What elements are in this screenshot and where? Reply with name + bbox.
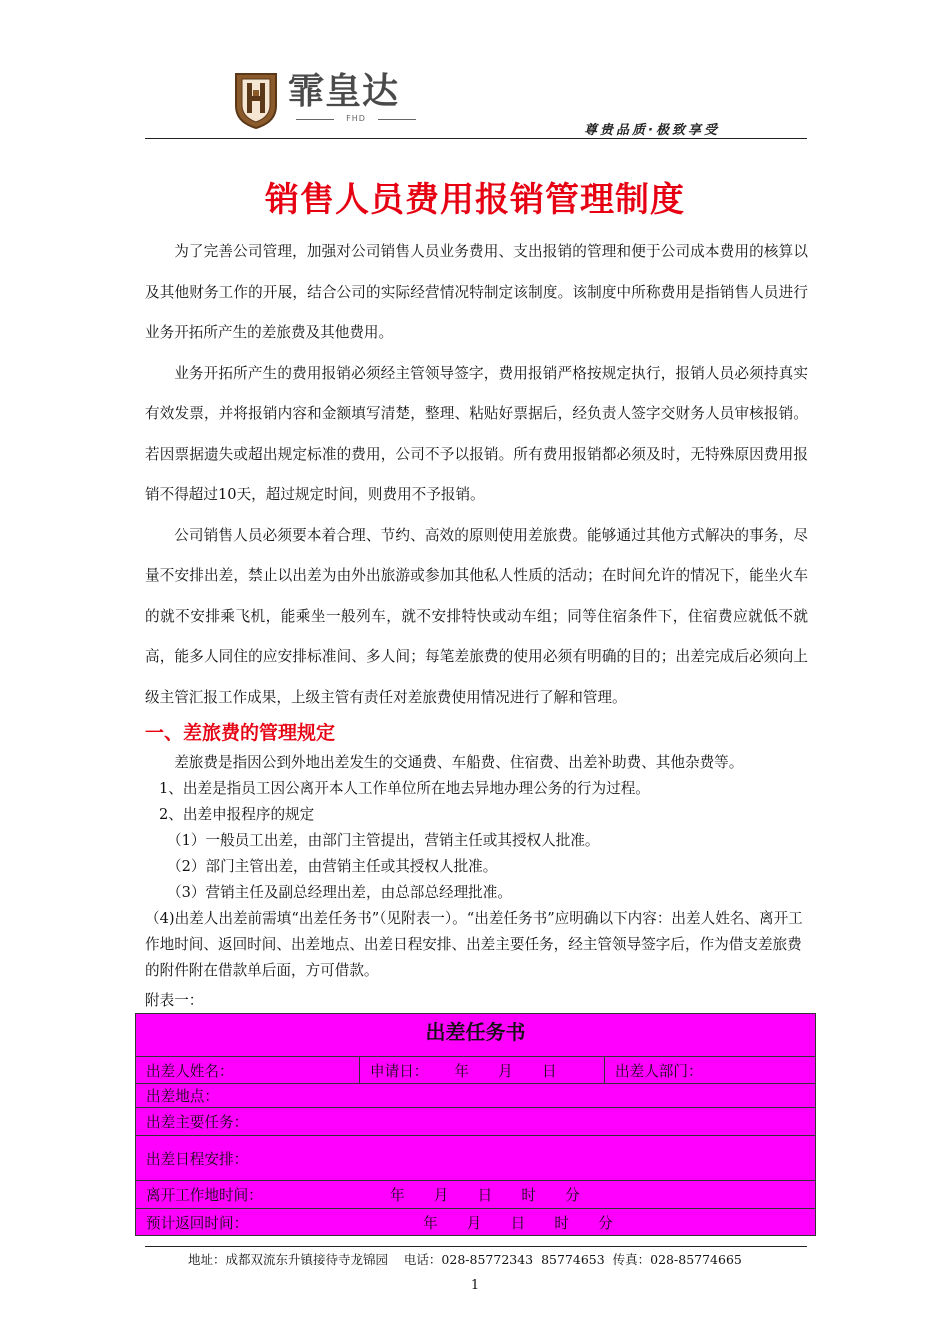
paragraph: 为了完善公司管理，加强对公司销售人员业务费用、支出报销的管理和便于公司成本费用的核算以及其他财务工作的开展，结合公司的实际经营情况特制定该制度。该制度中所称费用是指销售人员进行业务开拓所产生的差旅费及其他费用。	[145, 243, 808, 341]
form-row-place	[136, 1083, 815, 1107]
form-row-schedule	[136, 1135, 815, 1180]
return-time-parts: 年 月 日 时 分	[423, 1214, 613, 1232]
page-number: 1	[470, 1278, 480, 1293]
form-row-task	[136, 1107, 815, 1135]
section-intro: 差旅费是指因公到外地出差发生的交通费、车船费、住宿费、出差补助费、其他杂费等。	[174, 754, 744, 771]
leave-time-label: 离开工作地时间：	[146, 1187, 263, 1204]
appendix-label: 附表一：	[145, 992, 204, 1009]
header-slogan: 尊贵品质·极致享受	[584, 123, 720, 138]
destination-label: 出差地点：	[146, 1088, 219, 1105]
form-row-return	[136, 1208, 815, 1235]
apply-date-label: 申请日：	[370, 1062, 429, 1080]
list-item: 1、出差是指员工因公离开本人工作单位所在地去异地办理公务的行为过程。	[159, 780, 650, 797]
form-row-leave	[136, 1180, 815, 1208]
paragraph: 业务开拓所产生的费用报销必须经主管领导签字，费用报销严格按规定执行，报销人员必须持真实有效发票，并将报销内容和金额填写清楚，整理、粘贴好票据后，经负责人签字交财务人员审核报销。若因票据遗失或超出规定标准的费用，公司不予以报销。所有费用报销都必须及时，无特殊原因费用报销不得超过10天，超过规定时间，则费用不予报销。	[145, 364, 808, 503]
footer-address: 地址：成都双流东升镇接待寺龙锦园	[188, 1252, 389, 1267]
apply-date-parts: 年 月 日	[454, 1062, 557, 1080]
leave-time-parts: 年 月 日 时 分	[390, 1187, 580, 1204]
paragraph: 公司销售人员必须要本着合理、节约、高效的原则使用差旅费。能够通过其他方式解决的事务，尽量不安排出差，禁止以出差为由外出旅游或参加其他私人性质的活动；在时间允许的情况下，能坐火车的就不安排乘飞机，能乘坐一般列车，就不安排特快或动车组；同等住宿条件下，住宿费应就低不就高，能多人同住的应安排标准间、多人间；每笔差旅费的使用必须有明确的目的；出差完成后必须向上级主管汇报工作成果，上级主管有责任对差旅费使用情况进行了解和管理。	[145, 526, 808, 706]
form-title: 出差任务书	[425, 1020, 526, 1044]
shield-emblem-icon	[232, 70, 280, 130]
logo-subtext: FHD	[296, 114, 416, 123]
logo-wordmark: 霏皇达	[288, 71, 400, 112]
sub-item: （2）部门主管出差，由营销主任或其授权人批准。	[167, 858, 498, 875]
section-heading: 一、差旅费的管理规定	[145, 722, 336, 744]
return-time-label: 预计返回时间：	[146, 1214, 249, 1232]
document-body	[145, 232, 808, 1012]
footer-divider	[145, 1246, 807, 1247]
applicant-name-label: 出差人姓名：	[146, 1062, 234, 1080]
schedule-label: 出差日程安排：	[146, 1150, 249, 1168]
form-row-applicant	[136, 1056, 815, 1083]
main-task-label: 出差主要任务：	[146, 1114, 249, 1131]
header-divider	[145, 138, 807, 139]
document-title: 销售人员费用报销管理制度	[265, 180, 685, 220]
footer-fax: 传真：028-85774665	[612, 1252, 742, 1267]
department-label: 出差人部门：	[615, 1062, 703, 1080]
footer-phone: 电话：028-85772343 85774653	[403, 1252, 605, 1267]
company-logo	[232, 70, 432, 132]
travel-task-form	[135, 1013, 816, 1236]
sub-item: （4)出差人出差前需填“出差任务书”（见附表一）。“出差任务书”应明确以下内容：出差人姓名、离开工作地时间、返回时间、出差地点、出差日程安排、出差主要任务，经主管领导签字后，作为借支差旅费的附件附在借款单后面，方可借款。	[145, 910, 803, 979]
sub-item: （3）营销主任及副总经理出差，由总部总经理批准。	[167, 884, 512, 901]
list-item: 2、出差申报程序的规定	[159, 806, 315, 823]
footer-contact	[188, 1250, 742, 1268]
sub-item: （1）一般员工出差，由部门主管提出，营销主任或其授权人批准。	[167, 832, 600, 849]
